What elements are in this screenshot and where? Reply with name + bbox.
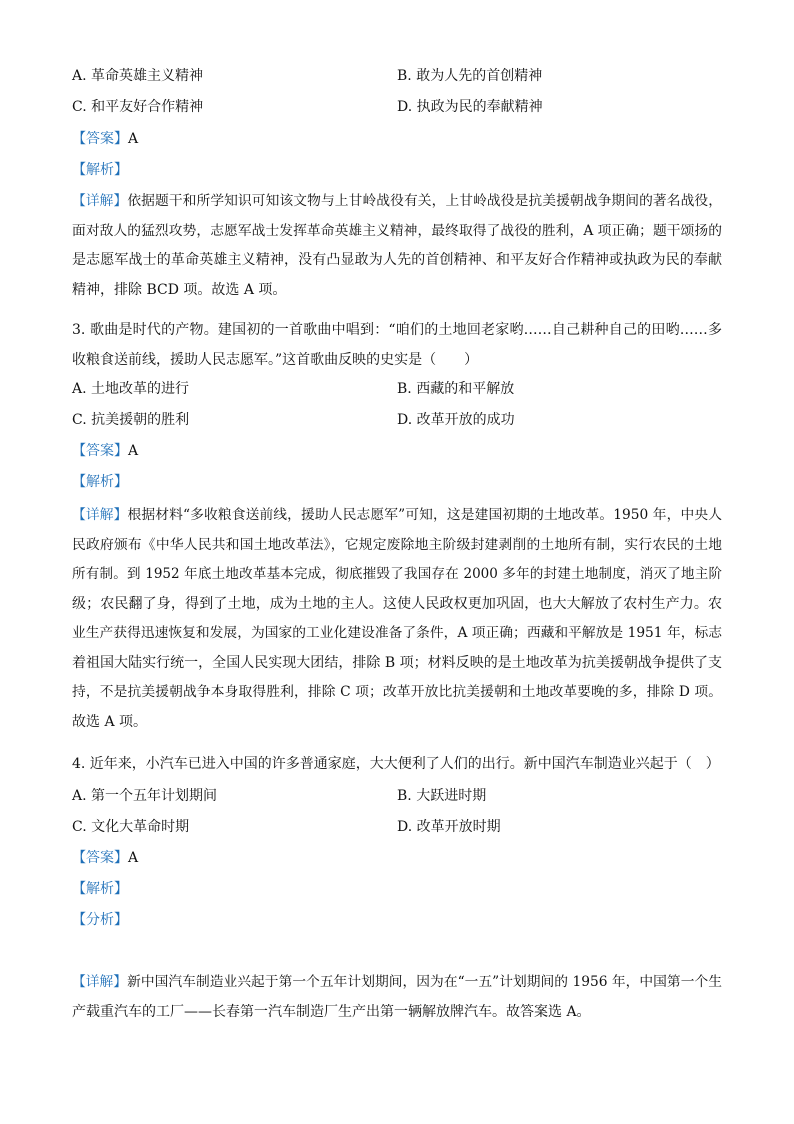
detail-line: 所有制。到 1952 年底土地改革基本完成，彻底摧毁了我国存在 2000 多年的封建土地制度，消灭了地主阶 [72, 566, 722, 582]
q2-analysis-heading [72, 160, 128, 180]
q2-option-d: D. 执政为民的奉献精神 [397, 99, 543, 115]
q4-stem: 4. 近年来，小汽车已进入中国的许多普通家庭，大大便利了人们的出行。新中国汽车制造业兴起于（ ） [72, 756, 720, 772]
detail-line [72, 191, 722, 221]
q3-stem [72, 320, 722, 379]
answer-tag: 【答案】 [72, 443, 128, 459]
analysis-tag: 【解析】 [72, 881, 128, 897]
detail-text: 依据题干和所学知识可知该文物与上甘岭战役有关，上甘岭战役是抗美援朝战争期间的著名战役， [127, 193, 722, 209]
q3-option-b: B. 西藏的和平解放 [397, 381, 515, 397]
analysis-tag: 【解析】 [72, 162, 128, 178]
q2-answer [72, 129, 138, 149]
detail-line [72, 972, 722, 1002]
q4-detail [72, 972, 722, 1031]
answer-value: A [128, 443, 139, 459]
q4-fenxi-heading [72, 910, 128, 930]
q2-option-c: C. 和平友好合作精神 [72, 99, 204, 115]
q3-option-a: A. 土地改革的进行 [72, 381, 190, 397]
answer-tag: 【答案】 [72, 850, 128, 866]
detail-tag: 【详解】 [72, 974, 128, 990]
detail-line: 民政府颁布《中华人民共和国土地改革法》，它规定废除地主阶级封建剥削的土地所有制，实行农民的土地 [72, 536, 722, 553]
q2-detail [72, 191, 722, 309]
q2-option-b: B. 敢为人先的首创精神 [397, 68, 543, 84]
detail-line: 面对敌人的猛烈攻势，志愿军战士发挥革命英雄主义精神，最终取得了战役的胜利，A 项正确；题干颂扬的 [72, 222, 722, 239]
detail-text: 根据材料“多收粮食送前线，援助人民志愿军”可知，这是建国初期的土地改革。1950 年，中央人 [127, 507, 722, 523]
answer-tag: 【答案】 [72, 131, 128, 147]
detail-line: 业生产获得迅速恢复和发展，为国家的工业化建设准备了条件，A 项正确；西藏和平解放是 1951 年，标志 [72, 625, 722, 641]
detail-line: 是志愿军战士的革命英雄主义精神，没有凸显敢为人先的首创精神、和平友好合作精神或执政为民的奉献 [72, 252, 722, 268]
q4-analysis-heading [72, 879, 128, 899]
q3-detail [72, 505, 722, 741]
q4-option-c: C. 文化大革命时期 [72, 819, 190, 835]
answer-value: A [128, 850, 139, 866]
detail-text: 新中国汽车制造业兴起于第一个五年计划期间，因为在“一五”计划期间的 1956 年，中国第一个生 [127, 974, 722, 990]
q4-answer [72, 848, 138, 868]
detail-line: 故选 A 项。 [72, 713, 148, 730]
stem-line: 收粮食送前线，援助人民志愿军。”这首歌曲反映的史实是（ ） [72, 351, 479, 368]
detail-line: 产载重汽车的工厂——长春第一汽车制造厂生产出第一辆解放牌汽车。故答案选 A。 [72, 1003, 591, 1020]
detail-line: 级；农民翻了身，得到了土地，成为土地的主人。这使人民政权更加巩固，也大大解放了农村生产力。农 [72, 595, 722, 612]
q4-option-b: B. 大跃进时期 [397, 788, 487, 804]
detail-line: 持，不是抗美援朝战争本身取得胜利，排除 C 项；改革开放比抗美援朝和土地改革要晚的多，排除 D 项。 [72, 684, 722, 700]
q3-option-c: C. 抗美援朝的胜利 [72, 412, 190, 428]
fenxi-tag: 【分析】 [72, 912, 128, 928]
q3-analysis-heading [72, 472, 128, 492]
q3-answer [72, 441, 138, 461]
q4-option-a: A. 第一个五年计划期间 [72, 788, 218, 804]
answer-value: A [128, 131, 139, 147]
analysis-tag: 【解析】 [72, 474, 128, 490]
detail-tag: 【详解】 [72, 193, 128, 209]
detail-tag: 【详解】 [72, 507, 128, 523]
q2-option-a: A. 革命英雄主义精神 [72, 68, 204, 84]
q4-option-d: D. 改革开放时期 [397, 819, 501, 835]
detail-line: 着祖国大陆实行统一，全国人民实现大团结，排除 B 项；材料反映的是土地改革为抗美援朝战争提供了支 [72, 654, 722, 671]
detail-line [72, 505, 722, 535]
detail-line: 精神，排除 BCD 项。故选 A 项。 [72, 281, 287, 298]
stem-line: 3. 歌曲是时代的产物。建国初的一首歌曲中唱到：“咱们的土地回老家哟……自己耕种自己的田哟……多 [72, 322, 722, 338]
q3-option-d: D. 改革开放的成功 [397, 412, 515, 428]
